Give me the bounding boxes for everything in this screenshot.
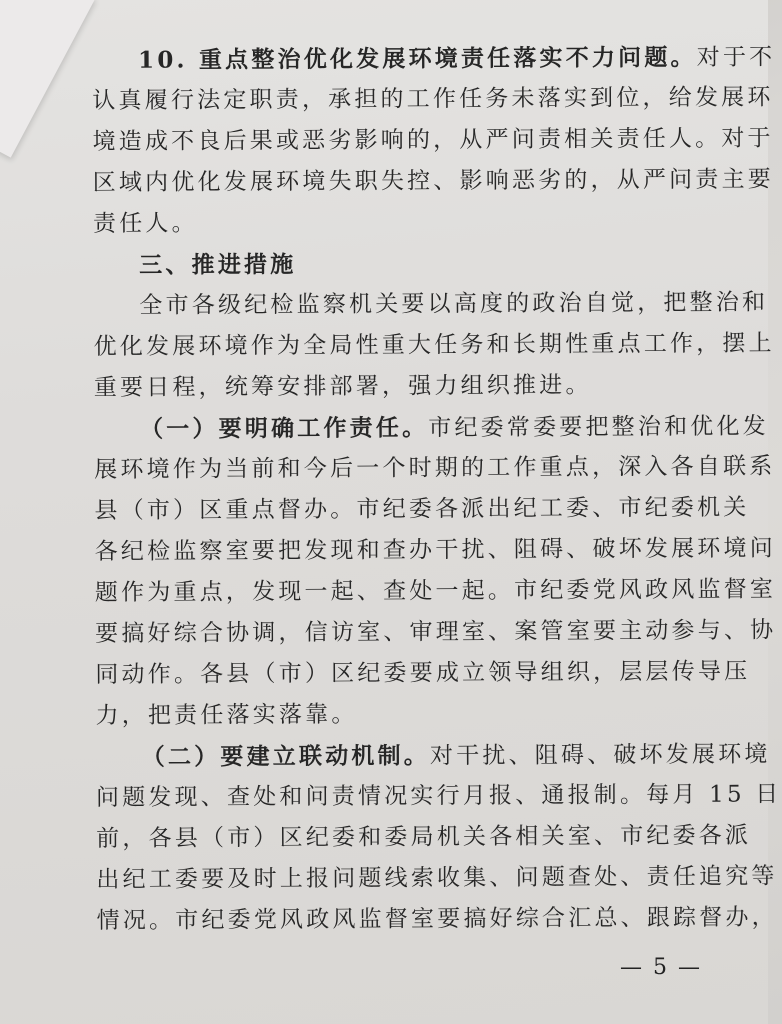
text-line: 问题发现、查处和问责情况实行月报、通报制。每月 15 日 — [95, 781, 782, 811]
text-line: 县（市）区重点督办。市纪委各派出纪工委、市纪委机关 — [94, 494, 750, 524]
item-text: 对于不 — [696, 44, 776, 71]
text-line: 重要日程，统筹安排部署，强力组织推进。 — [93, 372, 592, 401]
text-line: 力，把责任落实落靠。 — [95, 701, 358, 729]
text-line: 出纪工委要及时上报问题线索收集、问题查处、责任追究等 — [96, 863, 778, 893]
item-text: 对干扰、阻碍、破坏发展环境 — [429, 741, 771, 770]
item-heading: 10. 重点整治优化发展环境责任落实不力问题。 — [138, 43, 697, 74]
text-line — [94, 406, 769, 450]
text-line: 情况。市纪委党风政风监督室要搞好综合汇总、跟踪督办， — [96, 904, 778, 934]
text-line: 展环境作为当前和今后一个时期的工作重点，深入各自联系 — [94, 453, 776, 483]
text-line: 认真履行法定职责，承担的工作任务未落实到位，给发展环 — [92, 84, 774, 114]
underlying-paper-corner — [0, 0, 95, 158]
body-text — [92, 37, 782, 942]
text-line: 全市各级纪检监察机关要以高度的政治自觉，把整治和 — [139, 289, 769, 319]
text-line: 前，各县（市）区纪委和委局机关各相关室、市纪委各派 — [96, 822, 752, 852]
text-line — [92, 37, 776, 81]
section-heading: 三、推进措施 — [139, 250, 297, 279]
text-line: 境造成不良后果或恶劣影响的，从严问责相关责任人。对于 — [92, 125, 774, 155]
text-line: 要搞好综合协调，信访室、审理室、案管室要主动参与、协 — [95, 617, 777, 647]
text-line: 责任人。 — [92, 210, 198, 237]
text-line: 优化发展环境作为全局性重大任务和长期性重点工作，摆上 — [93, 330, 775, 360]
page-number: — 5 — — [620, 955, 702, 980]
item-heading: （一）要明确工作责任。 — [139, 414, 429, 443]
text-line: 题作为重点，发现一起、查处一起。市纪委党风政风监督室 — [94, 576, 777, 606]
text-line: 各纪检监察室要把发现和查办干扰、阻碍、破坏发展环境问 — [94, 535, 776, 565]
text-line: 区域内优化发展环境失职失控、影响恶劣的，从严问责主要 — [92, 166, 775, 196]
text-line: 同动作。各县（市）区纪委要成立领导组织，层层传导压 — [95, 658, 751, 688]
item-heading: （二）要建立联动机制。 — [141, 742, 431, 771]
text-line — [96, 734, 771, 778]
item-text: 市纪委常委要把整治和优化发 — [428, 413, 769, 442]
